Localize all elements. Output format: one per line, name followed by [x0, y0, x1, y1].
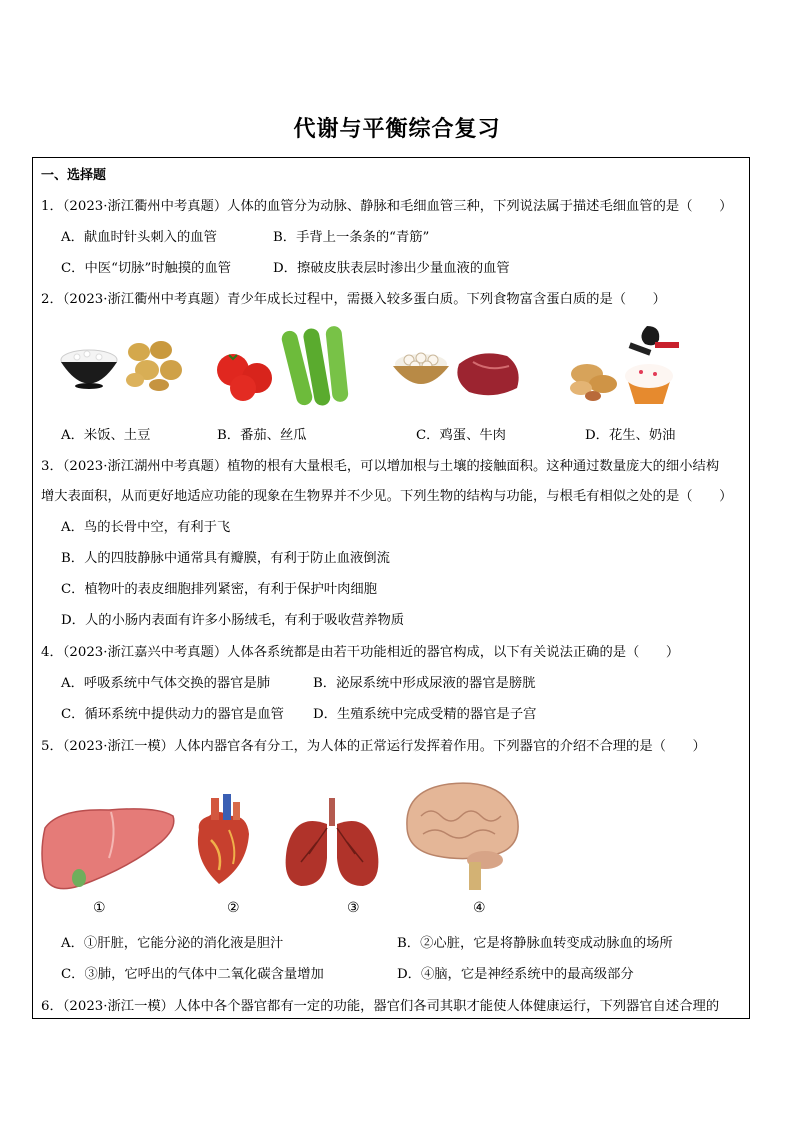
rice-potato-image — [57, 330, 187, 392]
lungs-image — [279, 798, 385, 890]
q1-option-b[interactable]: B．手背上一条条的“青筋” — [273, 230, 430, 245]
q6-stem: 6．（2023·浙江一模）人体中各个器官都有一定的功能，器官们各司其职才能使人体健康运行，下列器官自述合理的 — [41, 999, 720, 1014]
organ-label-1: ① — [93, 900, 106, 916]
q1-option-c[interactable]: C．中医“切脉”时触摸的血管 — [61, 261, 232, 276]
q2-option-c[interactable]: C．鸡蛋、牛肉 — [416, 428, 506, 443]
q2-option-b[interactable]: B．番茄、丝瓜 — [217, 428, 307, 443]
egg-beef-image — [389, 344, 525, 400]
q1-stem: 1．（2023·浙江衢州中考真题）人体的血管分为动脉、静脉和毛细血管三种，下列说法属于描述毛细血管的是（ ） — [41, 199, 733, 214]
q3-stem-line2: 增大表面积，从而更好地适应功能的现象在生物界并不少见。下列生物的结构与功能，与根毛有相似之处的是（ ） — [41, 489, 733, 504]
q5-option-d[interactable]: D．④脑，它是神经系统中的最高级部分 — [397, 967, 634, 982]
section-heading: 一、选择题 — [41, 168, 107, 183]
q4-option-a[interactable]: A．呼吸系统中气体交换的器官是肺 — [61, 676, 271, 691]
q4-stem: 4．（2023·浙江嘉兴中考真题）人体各系统都是由若干功能相近的器官构成，以下有关说法正确的是（ ） — [41, 645, 680, 660]
q5-option-a[interactable]: A．①肝脏，它能分泌的消化液是胆汁 — [61, 936, 284, 951]
q2-option-d[interactable]: D．花生、奶油 — [585, 428, 676, 443]
q3-option-d[interactable]: D．人的小肠内表面有许多小肠绒毛，有利于吸收营养物质 — [61, 613, 405, 628]
q5-option-b[interactable]: B．②心脏，它是将静脉血转变成动脉血的场所 — [397, 936, 673, 951]
q5-stem: 5．（2023·浙江一模）人体内器官各有分工，为人体的正常运行发挥着作用。下列器官的介绍不合理的是（ ） — [41, 739, 706, 754]
heart-image — [189, 790, 255, 890]
q2-option-a[interactable]: A．米饭、土豆 — [61, 428, 151, 443]
peanut-cream-image — [563, 324, 695, 406]
q4-option-d[interactable]: D．生殖系统中完成受精的器官是子宫 — [313, 707, 537, 722]
q1-option-d[interactable]: D．擦破皮肤表层时渗出少量血液的血管 — [273, 261, 510, 276]
organ-label-4: ④ — [473, 900, 486, 916]
q3-option-c[interactable]: C．植物叶的表皮细胞排列紧密，有利于保护叶肉细胞 — [61, 582, 378, 597]
liver-image — [39, 798, 179, 898]
brain-image — [397, 776, 525, 894]
q2-stem: 2．（2023·浙江衢州中考真题）青少年成长过程中，需摄入较多蛋白质。下列食物富含蛋白质的是（ ） — [41, 292, 666, 307]
question-box — [32, 157, 750, 1019]
q3-stem-line1: 3．（2023·浙江湖州中考真题）植物的根有大量根毛，可以增加根与土壤的接触面积。这种通过数量庞大的细小结构 — [41, 459, 720, 474]
q3-option-a[interactable]: A．鸟的长骨中空，有利于飞 — [61, 520, 231, 535]
tomato-loofah-image — [213, 326, 353, 410]
q4-option-b[interactable]: B．泌尿系统中形成尿液的器官是膀胱 — [313, 676, 536, 691]
organ-label-3: ③ — [347, 900, 360, 916]
organ-label-2: ② — [227, 900, 240, 916]
q3-option-b[interactable]: B．人的四肢静脉中通常具有瓣膜，有利于防止血液倒流 — [61, 551, 390, 566]
q4-option-c[interactable]: C．循环系统中提供动力的器官是血管 — [61, 707, 284, 722]
q5-option-c[interactable]: C．③肺，它呼出的气体中二氧化碳含量增加 — [61, 967, 324, 982]
page-title: 代谢与平衡综合复习 — [293, 116, 501, 142]
q1-option-a[interactable]: A．献血时针头刺入的血管 — [61, 230, 217, 245]
